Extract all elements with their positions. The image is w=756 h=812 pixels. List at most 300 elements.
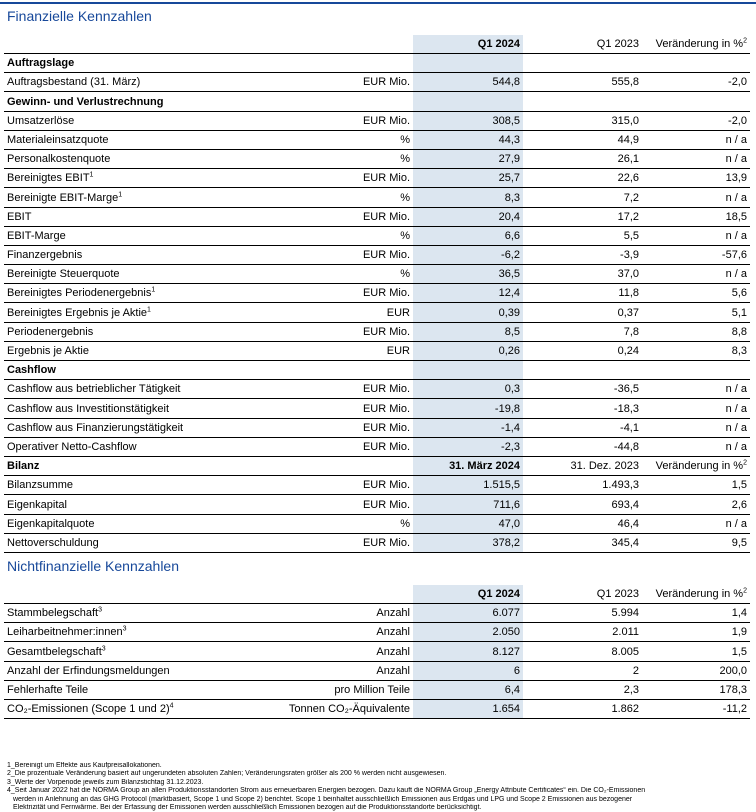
row-label-text: Personalkostenquote [7,153,111,166]
header-current [413,35,523,54]
row-change-value [642,303,750,322]
footnote-line: 4_Seit Januar 2022 hat die NORMA Group an allen Produktionsstandorten Strom aus erneuerbaren Energien bezogen. Dazu kauft die NORMA Group „Energy Attribute Certificates“ ein. Die CO₂-Emissionen [7,787,646,795]
table-row [4,680,750,699]
nonfinancial-section-title: Nichtfinanzielle Kennzahlen [7,558,179,574]
table-row [4,149,750,168]
row-current-value [413,169,523,188]
row-current-value [413,149,523,168]
row-label-text: Operativer Netto-Cashflow [7,440,137,453]
section-label-text: Cashflow [7,364,56,377]
row-change-value-text: 1,5 [731,479,747,492]
row-unit [261,495,413,514]
header-empty-1 [4,35,261,54]
table-row [4,437,750,456]
row-previous-value [523,188,642,207]
header-previous [523,585,642,604]
row-unit-text: Anzahl [376,664,410,677]
row-previous-value [523,699,642,718]
row-current-value-text: -6,2 [501,249,520,262]
row-current-value [413,73,523,92]
footnote-ref: 1 [147,305,151,313]
row-unit [261,188,413,207]
row-previous-value [523,533,642,552]
row-change-value-text: n / a [725,229,747,242]
row-previous-value-text: 2 [632,664,639,677]
row-previous-value-text: 2.011 [612,626,639,639]
row-change-value [642,399,750,418]
header-current [413,585,523,604]
footnote-ref: 2 [743,37,747,45]
row-previous-value-text: 693,4 [611,498,639,511]
row-previous-value [523,341,642,360]
row-unit [261,604,413,623]
table-row [4,514,750,533]
section-label [4,92,261,111]
row-current-value [413,476,523,495]
row-label [4,303,261,322]
bilanz-change [642,456,750,475]
financial-section-title: Finanzielle Kennzahlen [7,8,152,24]
row-label [4,341,261,360]
row-previous-value [523,303,642,322]
row-label-text: Eigenkapitalquote [7,517,95,530]
row-previous-value-text: 2,3 [623,683,639,696]
row-current-value [413,399,523,418]
row-label [4,699,261,718]
row-label-text: Bereinigtes Periodenergebnis [7,287,152,300]
row-label-text: Bilanzsumme [7,479,74,492]
row-previous-value-text: -4,1 [620,421,639,434]
row-label [4,680,261,699]
header-current-text: Q1 2024 [477,38,520,50]
row-change-value-text: -57,6 [721,249,747,262]
row-unit [261,130,413,149]
row-current-value-text: 0,3 [504,383,520,396]
bilanz-current [413,456,523,475]
table-row [4,341,750,360]
row-current-value [413,680,523,699]
row-previous-value-text: 44,9 [617,133,639,146]
row-unit-text: % [400,268,410,281]
row-label-text: Periodenergebnis [7,325,94,338]
row-change-value-text: 5,6 [731,287,747,300]
row-previous-value-text: 37,0 [617,268,639,281]
row-label-text: Cashflow aus betrieblicher Tätigkeit [7,383,181,396]
row-label-text: Ergebnis je Aktie [7,345,89,357]
row-unit-text: Tonnen CO₂-Äquivalente [288,703,410,716]
row-current-value [413,226,523,245]
table-row [4,418,750,437]
footnote-ref: 1 [118,190,123,198]
row-unit-text: Anzahl [376,607,410,620]
table-row [4,73,750,92]
row-change-value [642,73,750,92]
row-current-value [413,380,523,399]
row-previous-value [523,604,642,623]
row-label [4,661,261,680]
section-row [4,92,750,111]
row-label [4,322,261,341]
header-change-text: Veränderung in % [655,38,744,50]
row-previous-value-text: 5.994 [611,607,639,620]
row-label [4,226,261,245]
row-label [4,188,261,207]
row-current-value [413,130,523,149]
row-previous-value-text: 345,4 [611,536,639,549]
row-unit [261,73,413,92]
row-previous-value-text: 26,1 [617,153,639,166]
row-label [4,399,261,418]
row-unit [261,533,413,552]
row-change-value [642,623,750,642]
row-change-value-text: -2,0 [728,114,747,127]
row-label-text: Materialeinsatzquote [7,133,109,146]
row-current-value-text: -2,3 [501,440,520,453]
row-previous-value-text: 8.005 [611,645,639,658]
row-change-value [642,188,750,207]
row-unit-text: EUR Mio. [362,498,410,511]
row-label-text: EBIT [7,210,32,223]
row-current-value-text: 0,39 [498,306,520,319]
section-label [4,54,261,73]
row-previous-value [523,322,642,341]
table-row [4,303,750,322]
section-row [4,361,750,380]
footnote-line: Elektrizität und Fernwärme. Bei der Erfassung der Emissionen werden ausschließlich Emissionen bezogen auf die Produktionsstandorte berücksichtigt. [13,804,482,812]
row-current-value [413,604,523,623]
table-row [4,533,750,552]
empty-cell [261,54,413,73]
row-previous-value [523,149,642,168]
row-label-text: Bereinigte EBIT-Marge [7,191,119,204]
row-change-value-text: 1,4 [731,607,747,620]
row-change-value [642,207,750,226]
row-previous-value-text: 11,8 [618,287,639,300]
row-current-value [413,623,523,642]
row-label [4,604,261,623]
row-label [4,418,261,437]
row-label [4,149,261,168]
row-label [4,169,261,188]
row-previous-value [523,399,642,418]
table-row [4,226,750,245]
row-unit [261,245,413,264]
header-change-text: Veränderung in % [655,588,744,600]
section-row [4,54,750,73]
row-current-value [413,514,523,533]
section-label-text: Gewinn- und Verlustrechnung [7,95,164,108]
empty-cell [523,54,642,73]
row-unit-text: EUR Mio. [362,479,410,492]
row-current-value-text: 711,6 [493,498,520,511]
row-previous-value [523,284,642,303]
row-unit [261,623,413,642]
row-change-value [642,284,750,303]
row-previous-value [523,380,642,399]
row-label-text: Umsatzerlöse [7,114,75,127]
row-current-value-text: 378,2 [492,536,520,549]
row-unit-text: pro Million Teile [334,683,410,696]
row-change-value [642,111,750,130]
row-change-value [642,604,750,623]
row-unit-text: EUR Mio. [362,287,410,300]
row-change-value [642,226,750,245]
empty-cell [413,361,523,380]
table-row [4,495,750,514]
table-row [4,661,750,680]
row-current-value-text: 36,5 [498,268,520,281]
header-previous [523,35,642,54]
empty-cell [642,92,750,111]
row-change-value-text: n / a [725,421,747,434]
row-label [4,130,261,149]
row-current-value [413,437,523,456]
row-current-value [413,533,523,552]
row-previous-value [523,73,642,92]
row-label-text: Eigenkapital [7,498,67,511]
row-current-value-text: 0,26 [498,345,520,357]
row-label-text: Finanzergebnis [7,249,83,262]
row-change-value [642,418,750,437]
row-current-value-text: 8,5 [504,325,520,338]
row-change-value [642,149,750,168]
empty-cell [413,92,523,111]
row-change-value-text: 9,5 [731,536,747,549]
footnote-ref: 3 [122,625,127,633]
table-row [4,130,750,149]
row-unit [261,699,413,718]
row-unit-text: EUR Mio. [362,402,410,415]
row-current-value [413,699,523,718]
bilanz-previous [523,456,642,475]
row-change-value-text: 13,9 [725,172,747,185]
row-change-value-text: 8,3 [731,345,747,357]
row-previous-value [523,226,642,245]
footnotes [7,762,749,812]
table-row [4,642,750,661]
row-change-value [642,169,750,188]
row-label [4,533,261,552]
row-change-value [642,322,750,341]
row-change-value [642,495,750,514]
table-row [4,604,750,623]
row-label-text: Bereinigte Steuerquote [7,268,120,281]
row-current-value [413,265,523,284]
row-change-value [642,341,750,360]
row-label [4,514,261,533]
row-unit [261,284,413,303]
row-change-value-text: 178,3 [719,683,747,696]
row-change-value [642,130,750,149]
row-label [4,437,261,456]
row-unit [261,437,413,456]
section-label-text: Auftragslage [7,57,75,70]
row-previous-value [523,642,642,661]
row-previous-value-text: 22,6 [617,172,639,185]
row-unit [261,149,413,168]
row-current-value-text: 6,6 [504,229,520,242]
bilanz-change-text: Veränderung in % [655,460,744,473]
section-label-text: Bilanz [7,460,40,473]
row-unit-text: % [400,191,410,204]
row-current-value [413,207,523,226]
row-unit-text: EUR Mio. [362,172,410,185]
footnote-line: 1_Bereinigt um Effekte aus Kaufpreisallokationen. [7,762,162,769]
row-previous-value-text: 555,8 [611,76,639,89]
row-unit-text: EUR Mio. [362,421,410,434]
header-empty-1 [4,585,261,604]
row-previous-value-text: -44,8 [613,440,639,453]
row-label [4,111,261,130]
empty-cell [642,361,750,380]
empty-cell [642,54,750,73]
row-unit [261,207,413,226]
footnote-line: werden in Anlehnung an das GHG Protocol (marktbasiert, Scope 1 und Scope 2) berichtet. Scope 1 beinhaltet ausschließlich Emissionen aus Erdgas und LPG und Scope 2 Emissionen aus bezogener [13,795,633,803]
table-row [4,380,750,399]
footnote-ref: 4 [169,702,174,710]
row-current-value [413,284,523,303]
row-unit-text: EUR [386,345,410,357]
bilanz-header-row [4,456,750,475]
row-change-value-text: n / a [725,383,747,396]
row-change-value-text: 1,9 [731,626,747,639]
row-previous-value-text: 0,24 [617,345,639,357]
row-label [4,207,261,226]
header-previous-text: Q1 2023 [596,588,639,600]
row-change-value-text: n / a [725,268,747,281]
row-previous-value [523,207,642,226]
section-label [4,456,261,475]
bilanz-current-text: 31. März 2024 [449,460,520,473]
row-current-value [413,341,523,360]
row-unit-text: Anzahl [376,645,410,658]
row-current-value-text: 8,3 [504,191,520,204]
row-current-value-text: 8.127 [492,645,520,658]
row-previous-value [523,437,642,456]
empty-cell [523,92,642,111]
footnote-line: 3_Werte der Vorperiode jeweils zum Bilanzstichtag 31.12.2023. [7,778,204,786]
row-unit [261,642,413,661]
row-current-value-text: 25,7 [498,172,520,185]
row-change-value [642,437,750,456]
row-label [4,265,261,284]
row-label-text: Cashflow aus Finanzierungstätigkeit [7,421,184,434]
row-label [4,623,261,642]
table-row [4,207,750,226]
footnote-ref: 1 [151,286,156,294]
row-label-text: Stammbelegschaft [7,607,99,620]
row-previous-value [523,514,642,533]
header-current-text: Q1 2024 [477,588,520,600]
row-unit-text: EUR Mio. [362,383,410,396]
row-previous-value [523,169,642,188]
row-label [4,476,261,495]
row-previous-value [523,111,642,130]
row-current-value [413,495,523,514]
footnote-ref: 3 [101,644,106,652]
row-previous-value-text: -18,3 [613,402,639,415]
table-row [4,399,750,418]
row-unit [261,226,413,245]
row-previous-value [523,245,642,264]
row-current-value [413,303,523,322]
row-current-value-text: 1.515,5 [483,479,520,492]
empty-cell [261,92,413,111]
row-change-value-text: 8,8 [731,325,747,338]
row-current-value [413,322,523,341]
row-change-value-text: n / a [725,191,747,204]
row-unit [261,680,413,699]
row-current-value [413,661,523,680]
row-unit-text: EUR Mio. [362,536,410,549]
row-previous-value-text: 1.493,3 [602,479,639,492]
empty-cell [523,361,642,380]
row-change-value-text: n / a [725,440,747,453]
row-label-text: Bereinigtes Ergebnis je Aktie [7,306,148,319]
row-change-value-text: 2,6 [731,498,747,511]
row-change-value [642,514,750,533]
nonfinancial-table [4,585,750,719]
row-previous-value-text: -3,9 [620,249,639,262]
row-previous-value [523,418,642,437]
row-unit-text: % [400,517,410,530]
table-row [4,284,750,303]
empty-cell [413,54,523,73]
table-row [4,188,750,207]
row-label-text: Anzahl der Erfindungsmeldungen [7,664,170,677]
row-previous-value [523,623,642,642]
row-unit [261,111,413,130]
footnote-ref: 3 [98,606,103,614]
row-change-value [642,661,750,680]
row-current-value-text: 20,4 [498,210,520,223]
header-previous-text: Q1 2023 [596,38,639,50]
header-empty-2 [261,585,413,604]
empty-cell [261,456,413,475]
row-previous-value [523,130,642,149]
row-current-value [413,188,523,207]
footnote-ref: 2 [743,587,747,595]
row-label-text: Leiharbeitnehmer:innen [7,626,123,639]
footnote-line: 2_Die prozentuale Veränderung basiert auf ungerundeten absoluten Zahlen; Veränderungsraten größer als 200 % werden nicht ausgewiesen. [7,770,447,778]
row-label [4,495,261,514]
row-current-value-text: 12,4 [498,287,520,300]
row-label [4,642,261,661]
table-row [4,322,750,341]
row-unit-text: % [400,153,410,166]
table-row [4,245,750,264]
row-unit-text: EUR Mio. [362,325,410,338]
row-change-value [642,533,750,552]
row-previous-value-text: 7,2 [623,191,639,204]
row-change-value-text: 18,5 [725,210,747,223]
row-change-value-text: n / a [725,133,747,146]
row-previous-value-text: -36,5 [613,383,639,396]
header-change [642,585,750,604]
row-label-text: Auftragsbestand (31. März) [7,76,141,89]
financial-table [4,35,750,553]
row-unit-text: Anzahl [376,626,410,639]
row-previous-value-text: 17,2 [617,210,639,223]
row-current-value-text: 308,5 [492,114,520,127]
row-unit [261,418,413,437]
top-rule [0,2,756,4]
row-previous-value [523,495,642,514]
row-unit-text: EUR Mio. [362,76,410,89]
row-unit [261,169,413,188]
row-unit [261,303,413,322]
row-previous-value [523,661,642,680]
